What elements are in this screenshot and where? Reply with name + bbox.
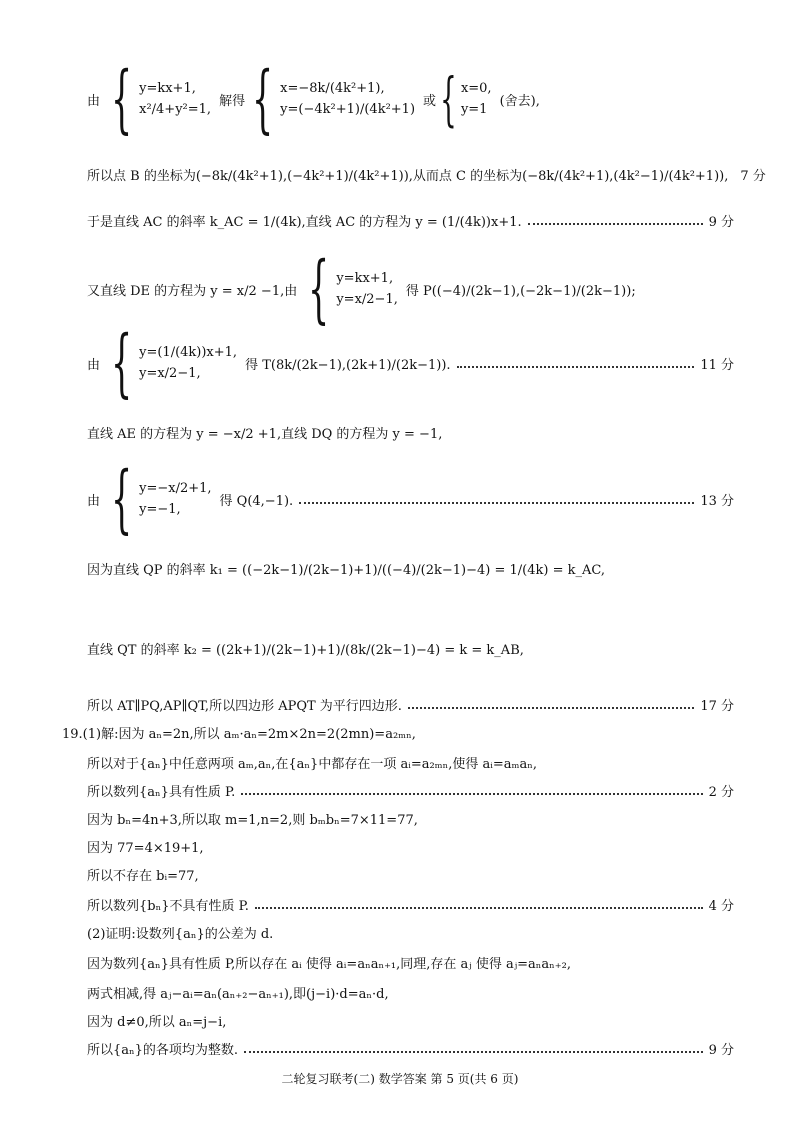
line-text: 因为数列{aₙ}具有性质 P,所以存在 aᵢ 使得 aᵢ=aₙaₙ₊₁,同理,存在 aⱼ 使得 aⱼ=aₙaₙ₊₂, (87, 956, 572, 972)
system-solve-p (87, 246, 636, 332)
equation-group (139, 481, 211, 517)
system-solve-t (87, 320, 734, 406)
result: 得 Q(4,−1). (219, 493, 294, 509)
or-word: 或 (423, 93, 437, 109)
equation-group (139, 345, 237, 381)
brace: { (252, 56, 274, 142)
equation: y=−1, (139, 502, 181, 517)
brace: { (110, 56, 133, 142)
solve-word: 解得 (219, 93, 246, 109)
equation: y=kx+1, (139, 81, 196, 96)
line-text: 因为 d≠0,所以 aₙ=j−i, (87, 1014, 227, 1030)
answer-line (87, 636, 734, 660)
score: 13 分 (700, 493, 734, 509)
answer-line (87, 692, 734, 716)
equation: y=kx+1, (336, 271, 394, 286)
line-text: 所以{aₙ}的各项均为整数. (87, 1042, 239, 1058)
answer-line (87, 420, 734, 444)
equation: y=(1/(4k))x+1, (139, 345, 238, 360)
line-text: 因为 bₙ=4n+3,所以取 m=1,n=2,则 bₘbₙ=7×11=77, (87, 812, 418, 828)
equation: y=x/2−1, (336, 292, 398, 307)
answer-line (87, 950, 734, 974)
line-text: 于是直线 AC 的斜率 k_AC = 1/(4k),直线 AC 的方程为 y = (1/(4k))x+1. (87, 214, 522, 230)
leader-dots (457, 366, 695, 368)
answer-line (87, 892, 734, 916)
score: 11 分 (700, 357, 734, 373)
equation: y=x/2−1, (139, 366, 201, 381)
equation-group (280, 81, 415, 117)
answer-line (87, 862, 734, 886)
answer-line (87, 162, 766, 186)
answer-line (87, 980, 734, 1004)
answer-line (87, 806, 734, 830)
result: 得 T(8k/(2k−1),(2k+1)/(2k−1)). (245, 357, 451, 373)
score: 2 分 (708, 784, 734, 800)
brace: { (308, 246, 330, 332)
brace: { (440, 65, 457, 133)
score: 9 分 (708, 1042, 734, 1058)
page-footer: 二轮复习联考(二) 数学答案 第 5 页(共 6 页) (281, 1072, 519, 1086)
equation-group (139, 81, 211, 117)
leader-dots (408, 707, 694, 709)
equation-group (461, 81, 492, 117)
score: 7 分 (740, 168, 766, 184)
leader-dots (244, 1051, 703, 1053)
leader-dots (241, 793, 702, 795)
answer-line (87, 208, 734, 232)
answer-line (87, 1036, 734, 1060)
result: 得 P((−4)/(2k−1),(−2k−1)/(2k−1)); (405, 283, 636, 299)
brace: { (110, 320, 133, 406)
prefix-you: 由 (87, 357, 101, 373)
line-text: 19.(1)解:因为 aₙ=2n,所以 aₘ·aₙ=2m×2n=2(2mn)=a₂ₘₙ, (62, 726, 416, 742)
equation: x²/4+y²=1, (139, 102, 212, 117)
leader-dots (528, 223, 703, 225)
prefix-you: 由 (87, 93, 101, 109)
discard-note: (舍去), (499, 93, 540, 109)
system-solve-q (87, 456, 734, 542)
equation: y=(−4k²+1)/(4k²+1) (280, 102, 416, 117)
line-text: (2)证明:设数列{aₙ}的公差为 d. (87, 926, 274, 942)
answer-line (87, 778, 734, 802)
line-text: 所以不存在 bᵢ=77, (87, 868, 199, 884)
equation: y=1 (460, 102, 488, 117)
line-text: 两式相减,得 aⱼ−aᵢ=aₙ(aₙ₊₂−aₙ₊₁),即(j−i)·d=aₙ·d, (87, 986, 389, 1002)
answer-line (87, 750, 734, 774)
line-text: 所以数列{bₙ}不具有性质 P. (87, 898, 249, 914)
equation: x=−8k/(4k²+1), (280, 81, 385, 96)
system-solve-b (87, 56, 540, 142)
leader-dots (299, 502, 694, 504)
line-text: 因为 77=4×19+1, (87, 840, 204, 856)
line-text: 所以点 B 的坐标为(−8k/(4k²+1),(−4k²+1)/(4k²+1)),从而点 C 的坐标为(−8k/(4k²+1),(4k²−1)/(4k²+1)), (87, 168, 729, 184)
line-text: 又直线 DE 的方程为 y = x/2 −1,由 (87, 283, 298, 299)
equation: x=0, (460, 81, 492, 96)
line-text: 所以对于{aₙ}中任意两项 aₘ,aₙ,在{aₙ}中都存在一项 aᵢ=a₂ₘₙ,使得 aᵢ=aₘaₙ, (87, 756, 538, 772)
brace: { (110, 456, 133, 542)
answer-line (87, 556, 734, 580)
equation: y=−x/2+1, (139, 481, 212, 496)
score: 9 分 (708, 214, 734, 230)
line-text: 因为直线 QP 的斜率 k₁ = ((−2k−1)/(2k−1)+1)/((−4)/(2k−1)−4) = 1/(4k) = k_AC, (87, 562, 606, 578)
leader-dots (255, 907, 703, 909)
line-text: 所以 AT∥PQ,AP∥QT,所以四边形 APQT 为平行四边形. (87, 698, 402, 714)
prefix-you: 由 (87, 493, 101, 509)
line-text: 直线 QT 的斜率 k₂ = ((2k+1)/(2k−1)+1)/(8k/(2k−1)−4) = k = k_AB, (87, 642, 524, 658)
answer-line (62, 720, 734, 744)
equation-group (336, 271, 398, 307)
line-text: 所以数列{aₙ}具有性质 P. (87, 784, 236, 800)
answer-line (87, 834, 734, 858)
score: 4 分 (708, 898, 734, 914)
line-text: 直线 AE 的方程为 y = −x/2 +1,直线 DQ 的方程为 y = −1, (87, 426, 443, 442)
answer-line (87, 1008, 734, 1032)
score: 17 分 (700, 698, 734, 714)
answer-line (87, 920, 734, 944)
